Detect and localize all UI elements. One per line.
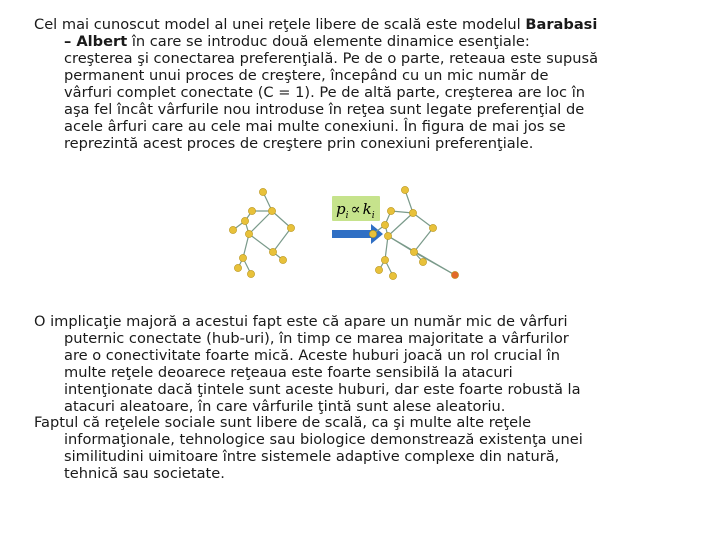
network-node (369, 230, 376, 237)
text-line: puternic conectate (hub-uri), în timp ce marea majoritate a vârfurilor (64, 330, 569, 347)
text-line (34, 33, 694, 50)
network-edge (249, 234, 273, 252)
network-edge (388, 213, 413, 236)
network-node (389, 272, 396, 279)
formula-proportional: ∝ (350, 200, 361, 218)
network-node (429, 224, 436, 231)
paragraph-intro (34, 16, 694, 152)
text-line: aşa fel încât vârfurile nou introduse în reţea sunt legate preferenţial de (64, 101, 585, 118)
paragraph-social-networks (34, 414, 694, 482)
text-line: reprezintă acest proces de creştere prin conexiuni preferenţiale. (64, 135, 534, 152)
left-network-nodes (229, 188, 294, 277)
right-network-nodes (369, 186, 458, 279)
formula-subscript: i (345, 211, 349, 221)
network-node (419, 258, 426, 265)
network-node (248, 207, 255, 214)
new-network-node (451, 271, 458, 278)
text-line: O implicaţie majoră a acestui fapt este că apare un număr mic de vârfuri (34, 313, 568, 330)
text-line (34, 16, 694, 33)
network-node (234, 264, 241, 271)
text-line: vârfuri complet conectate (C = 1). Pe de altă parte, creşterea are loc în (64, 84, 586, 101)
bold-text: Barabasi (525, 16, 598, 33)
text-line: permanent unui proces de creştere, începând cu un mic număr de (64, 67, 549, 84)
text-span: în care se introduc două elemente dinamice esenţiale: (127, 33, 530, 50)
text-line: are o conectivitate foarte mică. Aceste huburi joacă un rol crucial în (64, 347, 560, 364)
network-node (381, 256, 388, 263)
text-line: similitudini uimitoare între sistemele adaptive complexe din natură, (64, 448, 560, 465)
network-node (241, 217, 248, 224)
text-line: tehnică sau societate. (64, 465, 225, 482)
preferential-attachment-figure (225, 178, 495, 288)
network-node (259, 188, 266, 195)
network-node (245, 230, 252, 237)
network-node (384, 232, 391, 239)
text-line: atacuri aleatoare, în care vârfurile ţintă sunt alese aleatoriu. (64, 398, 506, 415)
formula-p: p (336, 200, 346, 218)
text-line: acele ârfuri care au cele mai multe conexiuni. În figura de mai jos se (64, 118, 566, 135)
text-line: informaţionale, tehnologice sau biologice demonstrează existenţa unei (64, 431, 583, 448)
network-node (410, 248, 417, 255)
network-node (381, 221, 388, 228)
formula-k: k (362, 200, 372, 218)
text-span: Cel mai cunoscut model al unei reţele libere de scală este modelul (34, 16, 526, 33)
bold-text: – Albert (64, 33, 128, 50)
network-edge (273, 228, 291, 252)
formula-subscript: i (371, 211, 375, 221)
text-line: multe reţele deoarece reţeaua este foarte sensibilă la atacuri (64, 364, 513, 381)
network-node (287, 224, 294, 231)
network-node (247, 270, 254, 277)
network-edge (414, 228, 433, 252)
network-node (268, 207, 275, 214)
network-node (375, 266, 382, 273)
network-node (401, 186, 408, 193)
network-node (387, 207, 394, 214)
network-node (229, 226, 236, 233)
text-line: Faptul că reţelele sociale sunt libere de scală, ca şi multe alte reţele (34, 414, 532, 431)
network-node (269, 248, 276, 255)
network-node (279, 256, 286, 263)
text-line: creşterea şi conectarea preferenţială. Pe de o parte, reteaua este supusă (64, 50, 599, 67)
network-diagram (225, 178, 495, 288)
network-node (409, 209, 416, 216)
paragraph-implication (34, 313, 694, 415)
formula (336, 200, 375, 221)
network-node (239, 254, 246, 261)
text-line: intenţionate dacă ţintele sunt aceste huburi, dar este foarte robustă la (64, 381, 581, 398)
